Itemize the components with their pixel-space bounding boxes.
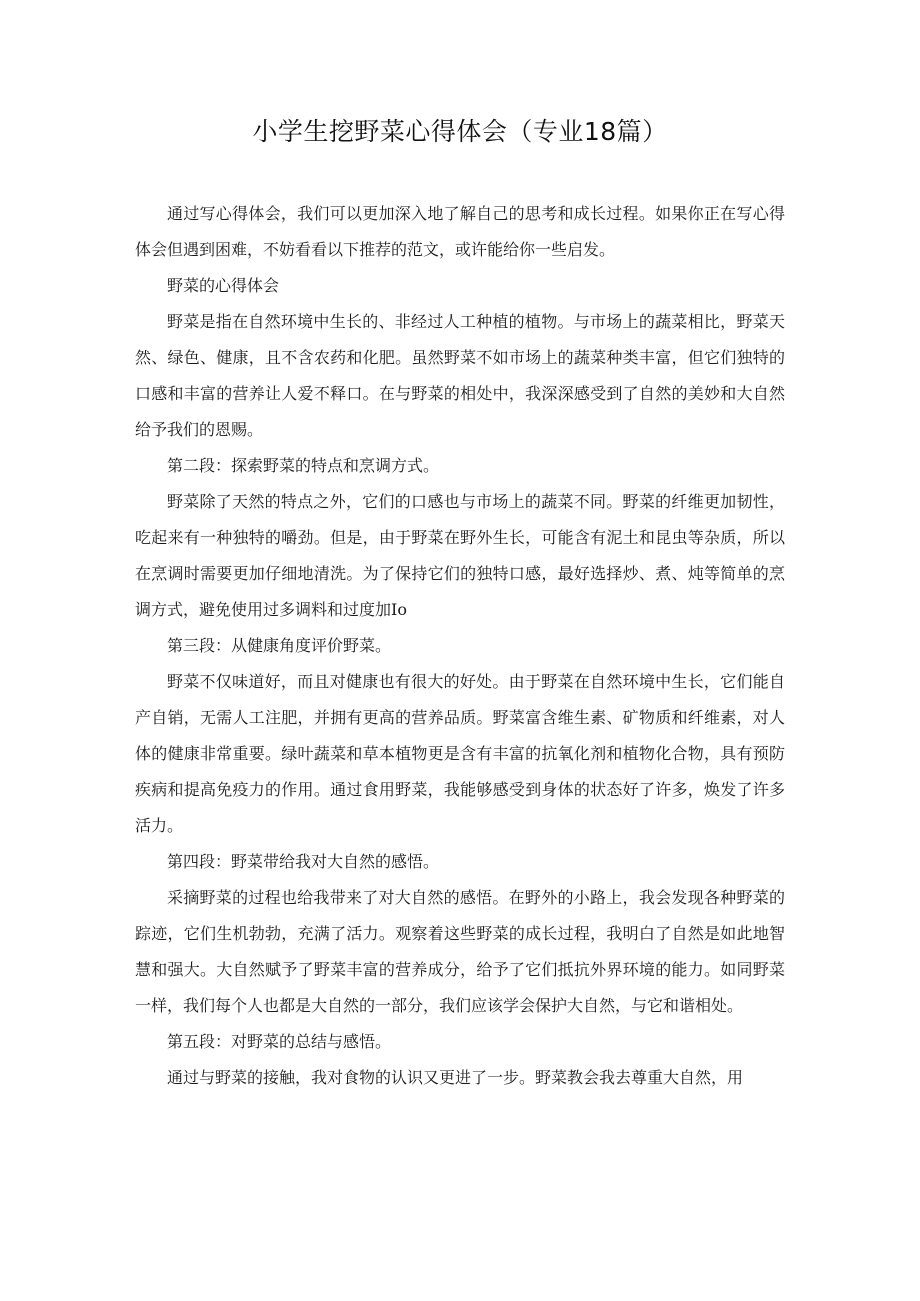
heading-part-3: 第三段：从健康角度评价野菜。	[167, 636, 392, 655]
heading-part-2: 第二段：探索野菜的特点和烹调方式。	[167, 456, 440, 475]
paragraph-2: 野菜除了天然的特点之外，它们的口感也与市场上的蔬菜不同。野菜的纤维更加韧性，吃起来有一种独特的嚼劲。但是，由于野菜在野外生长，可能含有泥土和昆虫等杂质，所以在烹调时需要更加仔细地清洗。为了保持它们的独特口感，最好选择炒、煮、炖等简单的烹调方式，避免使用过多调料和过度加Io	[135, 492, 785, 619]
paragraph-4: 采摘野菜的过程也给我带来了对大自然的感悟。在野外的小路上，我会发现各种野菜的踪迹，它们生机勃勃，充满了活力。观察着这些野菜的成长过程，我明白了自然是如此地智慧和强大。大自然赋予了野菜丰富的营养成分，给予了它们抵抗外界环境的能力。如同野菜一样，我们每个人也都是大自然的一部分，我们应该学会保护大自然，与它和谐相处。	[135, 888, 785, 1015]
heading-part-4: 第四段：野菜带给我对大自然的感悟。	[167, 852, 440, 871]
page-title: 小学生挖野菜心得体会（专业18篇）	[252, 117, 668, 146]
paragraph-1: 野菜是指在自然环境中生长的、非经过人工种植的植物。与市场上的蔬菜相比，野菜天然、绿色、健康，且不含农药和化肥。虽然野菜不如市场上的蔬菜种类丰富，但它们独特的口感和丰富的营养让人爱不释口。在与野菜的相处中，我深深感受到了自然的美妙和大自然给予我们的恩赐。	[135, 312, 785, 439]
paragraph-5: 通过与野菜的接触，我对食物的认识又更进了一步。野菜教会我去尊重大自然，用	[167, 1068, 744, 1087]
paragraph-3: 野菜不仅味道好，而且对健康也有很大的好处。由于野菜在自然环境中生长，它们能自产自销，无需人工注肥，并拥有更高的营养品质。野菜富含维生素、矿物质和纤维素，对人体的健康非常重要。绿叶蔬菜和草本植物更是含有丰富的抗氧化剂和植物化合物，具有预防疾病和提高免疫力的作用。通过食用野菜，我能够感受到身体的状态好了许多，焕发了许多活力。	[135, 672, 785, 835]
intro-paragraph: 通过写心得体会，我们可以更加深入地了解自己的思考和成长过程。如果你正在写心得体会但遇到困难，不妨看看以下推荐的范文，或许能给你一些启发。	[135, 204, 785, 259]
section-title: 野菜的心得体会	[167, 276, 280, 295]
document-body	[135, 196, 785, 1096]
heading-part-5: 第五段：对野菜的总结与感悟。	[167, 1032, 392, 1051]
